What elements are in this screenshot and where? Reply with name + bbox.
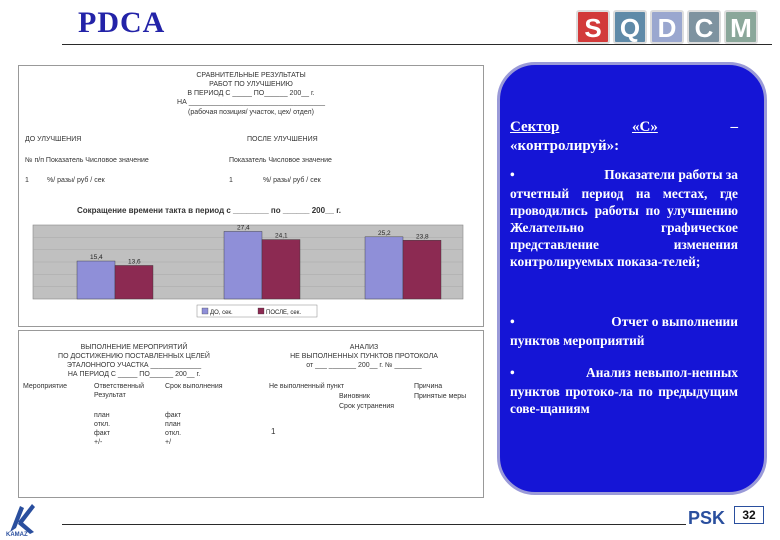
fact-label-2: план — [165, 421, 181, 428]
analysis-heading-2: НЕ ВЫПОЛНЕННЫХ ПУНКТОВ ПРОТОКОЛА — [290, 353, 438, 360]
bullet3-text: пунктов протоко-ла по предыдущим сове-щаниям — [510, 384, 738, 416]
bar — [224, 231, 262, 299]
psk-brand: PSK — [688, 508, 726, 528]
bullet2-first-line — [510, 313, 738, 330]
panel-heading-dash: – — [730, 119, 738, 135]
sqdcm-logo — [576, 10, 758, 44]
legend-swatch — [202, 308, 208, 314]
fact-label-3: откл. — [165, 430, 182, 437]
bullet1-first-line — [510, 166, 738, 183]
after-row-number: 1 — [229, 177, 233, 184]
plan-label-3: факт — [94, 430, 110, 437]
actions-form — [18, 330, 484, 498]
actions-heading-2: ПО ДОСТИЖЕНИЮ ПОСТАВЛЕННЫХ ЦЕЛЕЙ — [58, 353, 210, 360]
footer-divider — [62, 524, 686, 525]
col-failed-item: Не выполненный пункт — [269, 383, 345, 390]
bar — [262, 240, 300, 299]
col-fix-deadline: Срок устранения — [339, 403, 395, 410]
bullet1-first-text: Показатели работы за — [604, 167, 738, 182]
sqdcm-letter-q: Q — [613, 10, 647, 44]
analysis-heading-1: АНАЛИЗ — [349, 344, 379, 351]
sqdcm-letter-c: C — [687, 10, 721, 44]
page-number: 32 — [734, 506, 764, 524]
before-columns: № п/п Показатель Числовое значение — [25, 157, 149, 164]
data-label: 13,6 — [128, 258, 141, 266]
actions-heading-3: ЭТАЛОННОГО УЧАСТКА _____________ — [66, 362, 202, 369]
col-measure: Мероприятие — [23, 383, 67, 390]
logo-text: KAMAZ — [6, 532, 28, 538]
bullet-icon: • — [510, 365, 515, 380]
panel-heading-line2: «контролируй»: — [510, 138, 620, 154]
bar — [365, 237, 403, 299]
panel-heading — [510, 119, 738, 136]
after-label: ПОСЛЕ УЛУЧШЕНИЯ — [247, 136, 318, 143]
before-row-value: %/ разы/ руб / сек — [47, 177, 105, 184]
sqdcm-letter-m: M — [724, 10, 758, 44]
legend-swatch — [258, 308, 264, 314]
fact-label-1: факт — [165, 412, 181, 419]
before-row-number: 1 — [25, 177, 29, 184]
col-reason: Причина — [414, 383, 443, 390]
plan-label-2: откл. — [94, 421, 111, 428]
col-measures: Принятые меры — [414, 393, 467, 400]
form-heading-4: НА ___________________________________ — [177, 99, 325, 106]
slide-title: PDCA — [78, 6, 166, 39]
before-label: ДО УЛУЧШЕНИЯ — [25, 136, 82, 143]
bar — [403, 240, 441, 299]
bullet3-first-text: Анализ невыпол-ненных — [586, 365, 738, 380]
bar-chart — [29, 221, 467, 321]
col-result: Результат — [94, 392, 126, 399]
form-heading-3: В ПЕРИОД С _____ ПО______ 200__ г. — [187, 90, 315, 97]
fact-label-4: +/ — [165, 439, 172, 446]
bullet2-text: пунктов мероприятий — [510, 333, 645, 348]
panel-heading-letter: «С» — [632, 119, 658, 135]
col-deadline: Срок выполнения — [165, 383, 223, 390]
data-label: 24,1 — [275, 232, 288, 240]
sqdcm-letter-d: D — [650, 10, 684, 44]
chart-title: Сокращение времени такта в период с ________ по ______ 200__ г. — [77, 206, 341, 215]
form-heading-5: (рабочая позиция/ участок, цех/ отдел) — [188, 109, 314, 116]
data-label: 15,4 — [90, 254, 103, 262]
data-label: 25,2 — [378, 229, 391, 237]
form-heading-2: РАБОТ ПО УЛУЧШЕНИЮ — [209, 81, 293, 88]
legend-label: ДО, сек. — [210, 310, 233, 316]
bullet-icon: • — [510, 167, 515, 182]
analysis-heading-3: от ___ _______ 200__ г. № _______ — [306, 362, 422, 369]
after-row-value: %/ разы/ руб / сек — [263, 177, 321, 184]
bullet3-first-line — [510, 364, 738, 381]
form-heading-1: СРАВНИТЕЛЬНЫЕ РЕЗУЛЬТАТЫ — [196, 72, 306, 79]
actions-heading-4: НА ПЕРИОД С _____ ПО______ 200__ г. — [67, 371, 201, 378]
data-label: 23,8 — [416, 233, 429, 241]
control-sector-panel — [497, 62, 767, 495]
col-responsible: Ответственный — [94, 383, 144, 390]
bar — [115, 265, 153, 299]
bullet1-text: отчетный период на местах, где проводились работы по улучшению Желательно графическое представление изменения контролируемых показа-телей; — [510, 186, 738, 269]
sqdcm-letter-s: S — [576, 10, 610, 44]
header-divider — [62, 44, 772, 45]
panel-heading-word: Сектор — [510, 119, 560, 135]
data-label: 27,4 — [237, 224, 250, 232]
bar — [77, 261, 115, 299]
plan-label-1: план — [94, 412, 110, 419]
legend-label: ПОСЛЕ, сек. — [266, 310, 302, 316]
analysis-row-number: 1 — [271, 427, 276, 436]
col-culprit: Виновник — [339, 393, 370, 400]
bullet-icon: • — [510, 314, 515, 329]
after-columns: Показатель Числовое значение — [229, 157, 332, 164]
results-form — [18, 65, 484, 327]
plan-label-4: +/- — [94, 439, 103, 446]
bullet2-first-text: Отчет о выполнении — [611, 314, 738, 329]
actions-heading-1: ВЫПОЛНЕНИЕ МЕРОПРИЯТИЙ — [80, 344, 188, 351]
